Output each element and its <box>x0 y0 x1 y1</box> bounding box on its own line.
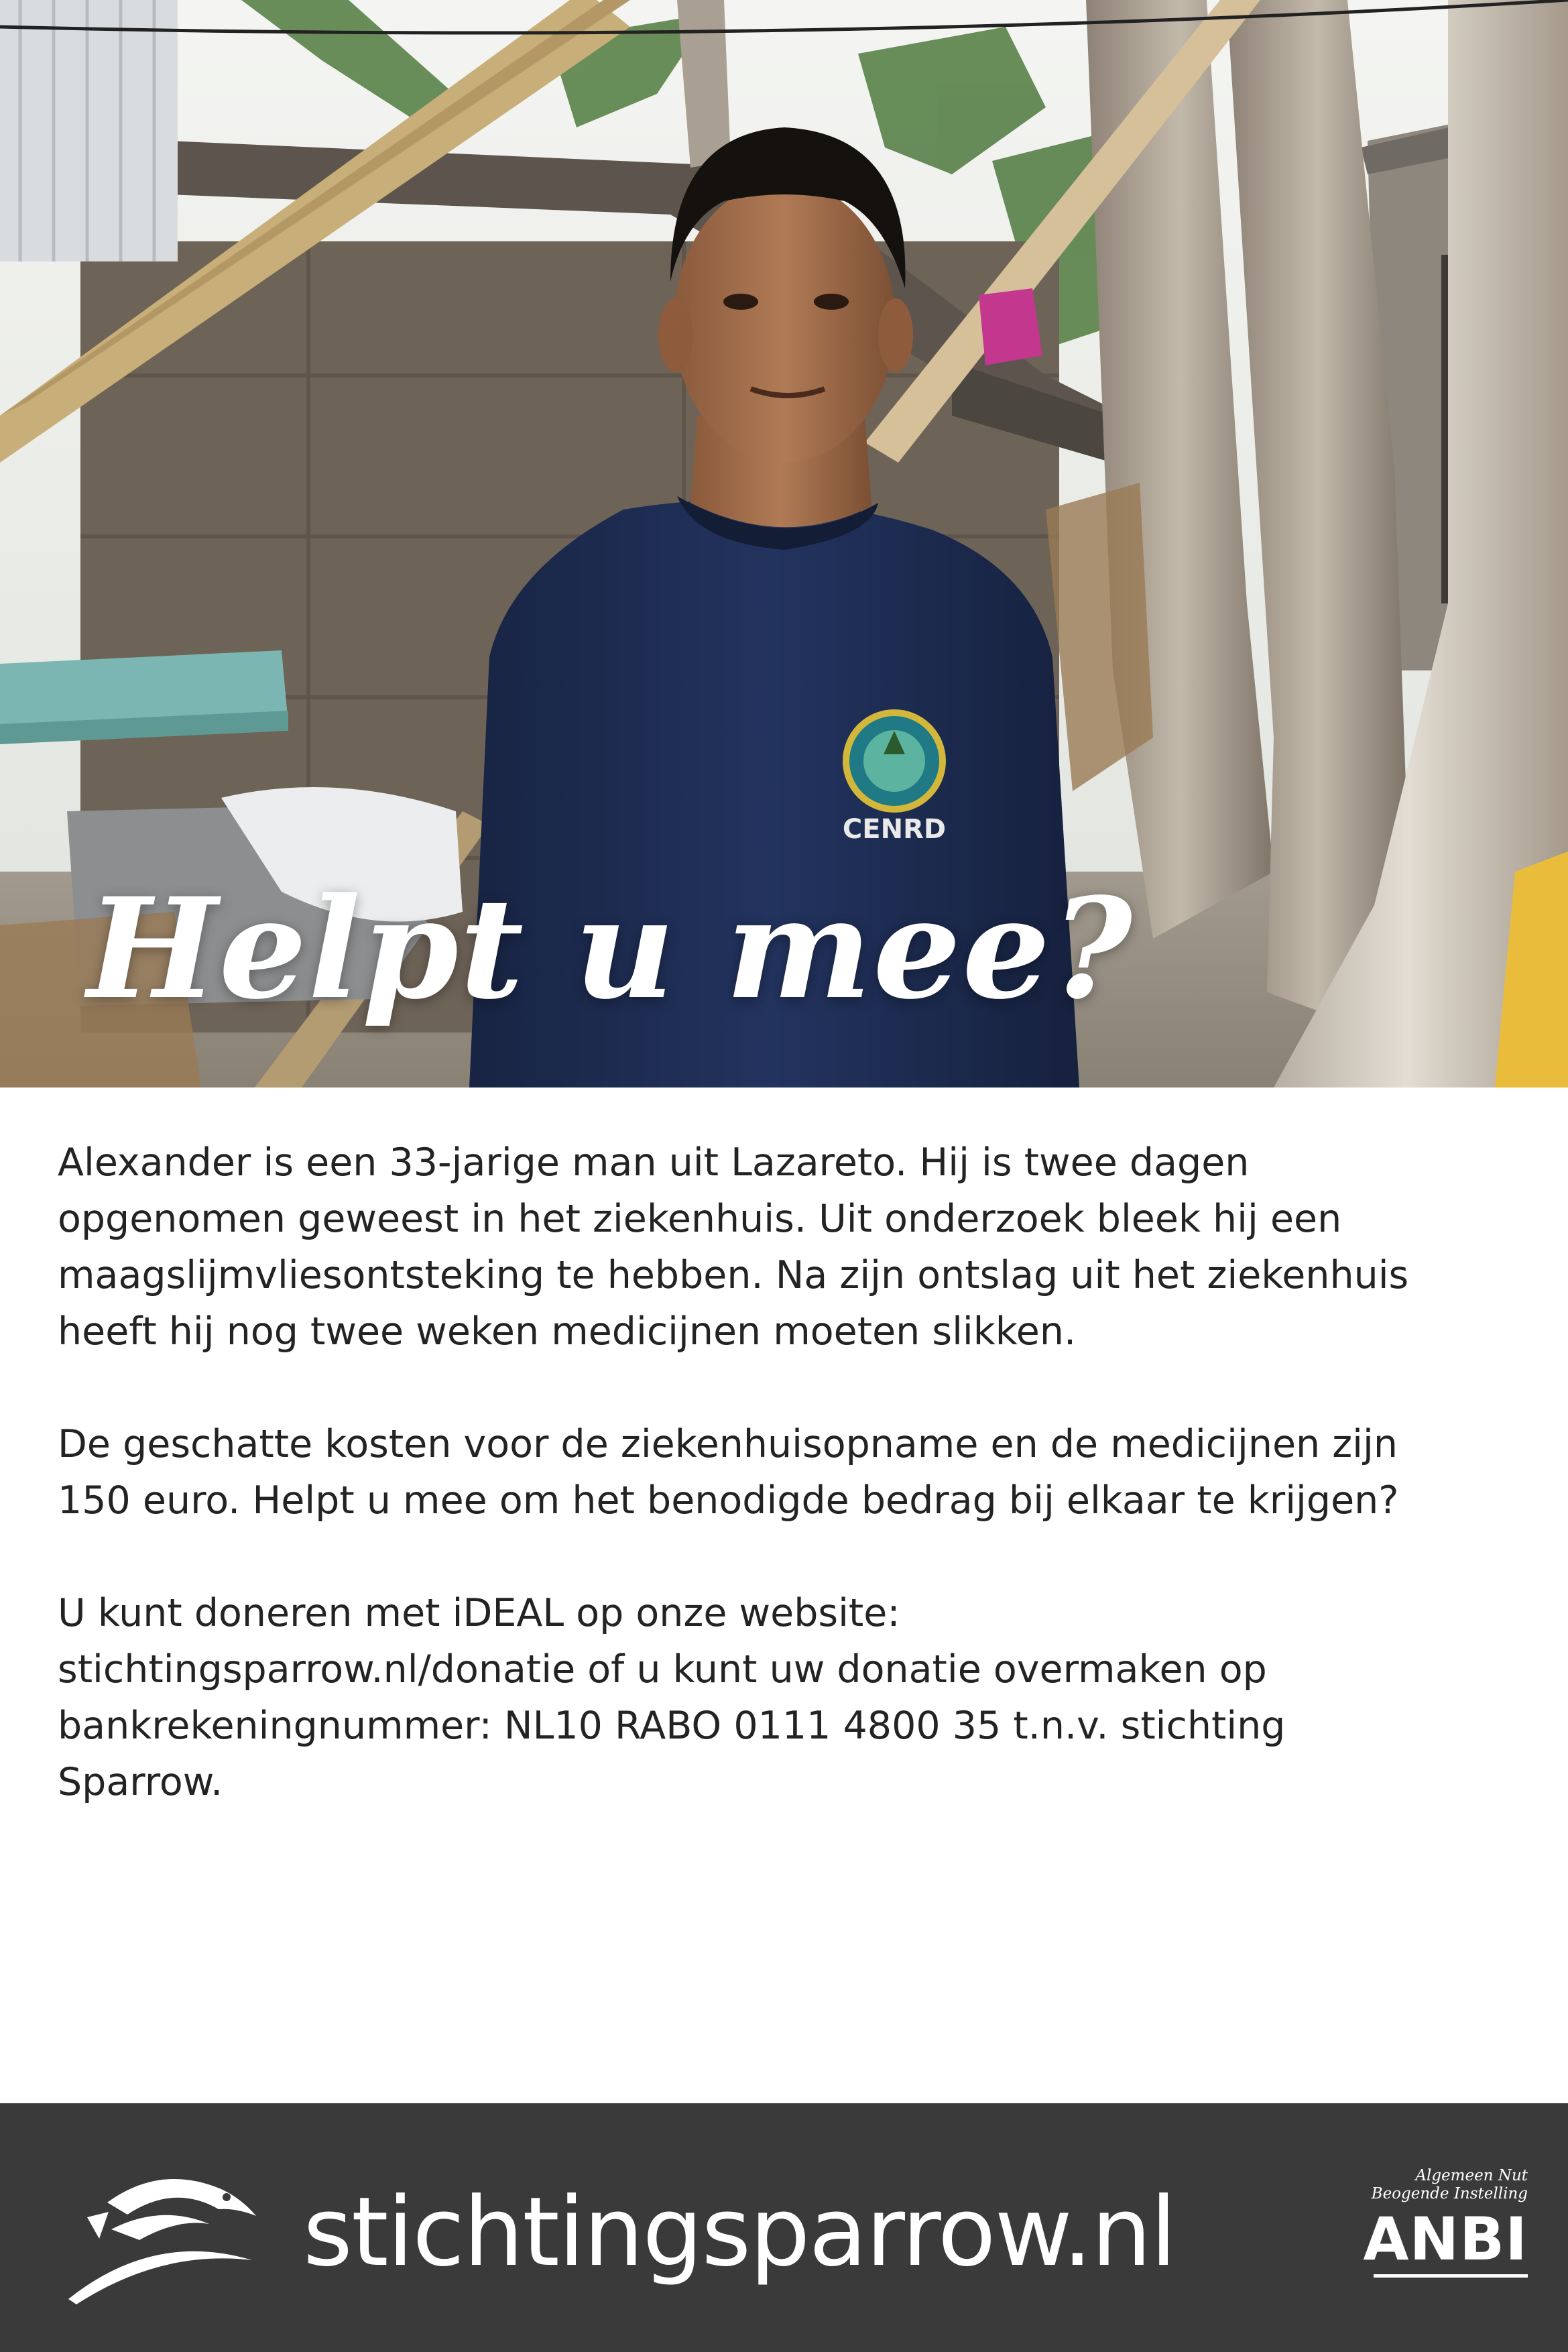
footer-bar <box>0 2103 1568 2352</box>
website-link[interactable]: stichtingsparrow.nl <box>303 2177 1176 2288</box>
appeal-text <box>58 1134 1519 1867</box>
hero-photo <box>0 0 1568 1087</box>
sparrow-logo-icon <box>60 2150 261 2304</box>
anbi-underline <box>1374 2274 1528 2278</box>
cost-paragraph: De geschatte kosten voor de ziekenhuisopname en de medicijnen zijn 150 euro. Helpt u mee om het benodigde bedrag bij elkaar te krijgen? <box>58 1422 1399 1523</box>
anbi-label-line-1: Algemeen Nut <box>1415 2167 1528 2184</box>
donation-paragraph: U kunt doneren met iDEAL op onze website: stichtingsparrow.nl/donatie of u kunt uw donatie overmaken op bankrekeningnummer: NL10 RABO 0111 4800 35 t.n.v. stichting Sparrow. <box>58 1591 1286 1804</box>
shirt-emblem-text: CENRD <box>842 814 947 845</box>
headline: Helpt u mee? <box>87 868 1134 1030</box>
anbi-label-line-2: Beogende Instelling <box>1371 2185 1528 2202</box>
anbi-wordmark: ANBI <box>1363 2204 1528 2274</box>
anbi-badge <box>1360 2167 1528 2278</box>
story-paragraph: Alexander is een 33-jarige man uit Lazareto. Hij is twee dagen opgenomen geweest in het ziekenhuis. Uit onderzoek bleek hij een maagslijmvliesontsteking te hebben. Na zijn ontslag uit het ziekenhuis heeft hij nog twee weken medicijnen moeten slikken. <box>58 1140 1409 1354</box>
